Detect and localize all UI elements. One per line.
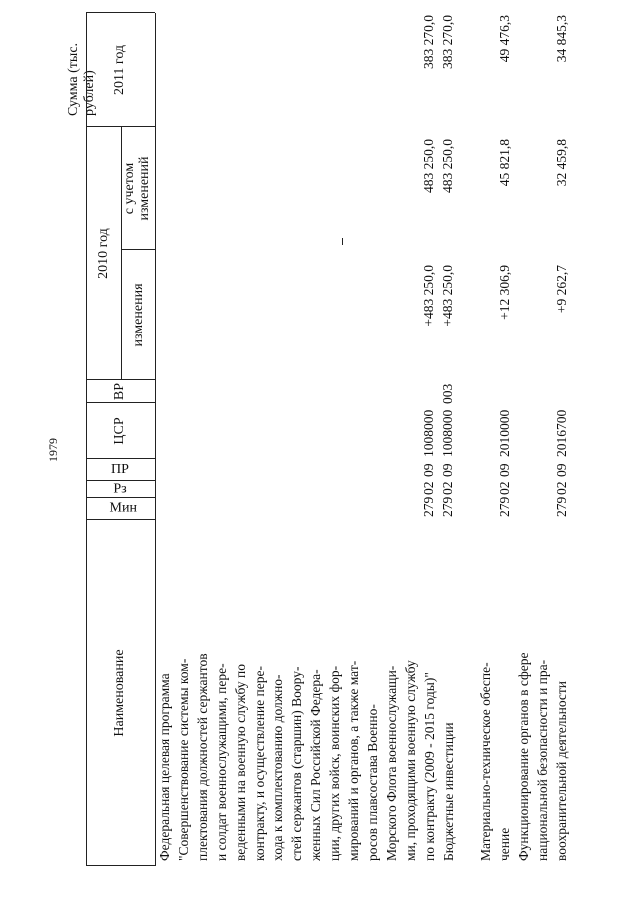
cell-rz: 02 <box>497 481 512 495</box>
cell-2011: 383 270,0 <box>421 15 436 69</box>
row-name-security: Функционирование органов в сфере национальной безопасности и пра- воохранительной деятельности <box>516 652 570 861</box>
cell-changes: +483 250,0 <box>421 265 436 327</box>
cell-csr: 1008000 <box>440 409 455 457</box>
header-name: Наименование <box>112 649 127 737</box>
row-name-program: Федеральная целевая программа "Совершенствование системы ком- плектования должностей сержантов и солдат военнослужащими, пере- веденными на военную службу по контракту, и осуществление пере- хода к комплектованию должно- стей сержантов (старшин) Воору- женных Сил Российской Федера- ции, других войск, воинских фор- мирований и органов, а также мат- росов плавсостава Военно- Морского Флота военнослужащи- ми, проходящими военную службу по контракту (2009 - 2015 годы)" <box>157 653 437 861</box>
cell-2011: 383 270,0 <box>440 15 455 69</box>
cell-2011: 34 845,3 <box>554 15 569 63</box>
cell-changes: +483 250,0 <box>440 265 455 327</box>
cell-changes: +9 262,7 <box>554 265 569 314</box>
header-year2010: 2010 год <box>96 228 111 279</box>
cell-pr: 09 <box>497 463 512 477</box>
cell-pr: 09 <box>440 463 455 477</box>
cell-with-changes: 483 250,0 <box>440 139 455 193</box>
cell-rz: 02 <box>421 481 436 495</box>
header-vr: ВР <box>112 382 127 401</box>
cell-min: 279 <box>554 496 569 517</box>
cell-with-changes: 483 250,0 <box>421 139 436 193</box>
header-top-line <box>86 13 87 866</box>
cell-csr: 1008000 <box>421 409 436 457</box>
row-name-investments: Бюджетные инвестиции <box>440 722 456 861</box>
cell-csr: 2016700 <box>554 409 569 457</box>
cell-min: 279 <box>440 496 455 517</box>
cell-2011: 49 476,3 <box>497 15 512 63</box>
cell-changes: +12 306,9 <box>497 265 512 320</box>
cell-csr: 2010000 <box>497 409 512 457</box>
cell-with-changes: 32 459,8 <box>554 139 569 187</box>
name-column <box>156 516 572 861</box>
cell-min: 279 <box>421 496 436 517</box>
header-pr: ПР <box>111 462 129 477</box>
header-with-changes: с учетом изменений <box>122 156 152 221</box>
amount-caption: Сумма (тыс. рублей) <box>66 42 97 116</box>
cell-vr: 003 <box>440 383 455 404</box>
cell-pr: 09 <box>554 463 569 477</box>
cell-rz: 02 <box>440 481 455 495</box>
stray-mark <box>342 238 343 245</box>
page-number: 1979 <box>46 438 60 462</box>
header-csr: ЦСР <box>112 417 127 445</box>
cell-pr: 09 <box>421 463 436 477</box>
cell-with-changes: 45 821,8 <box>497 139 512 187</box>
cell-rz: 02 <box>554 481 569 495</box>
cell-min: 279 <box>497 496 512 517</box>
header-year2011: 2011 год <box>112 44 127 96</box>
row-name-material: Материально-техническое обеспе- чение <box>478 662 513 861</box>
header-min: Мин <box>109 500 137 516</box>
header-changes: изменения <box>131 283 146 347</box>
header-rz: Рз <box>113 481 127 497</box>
